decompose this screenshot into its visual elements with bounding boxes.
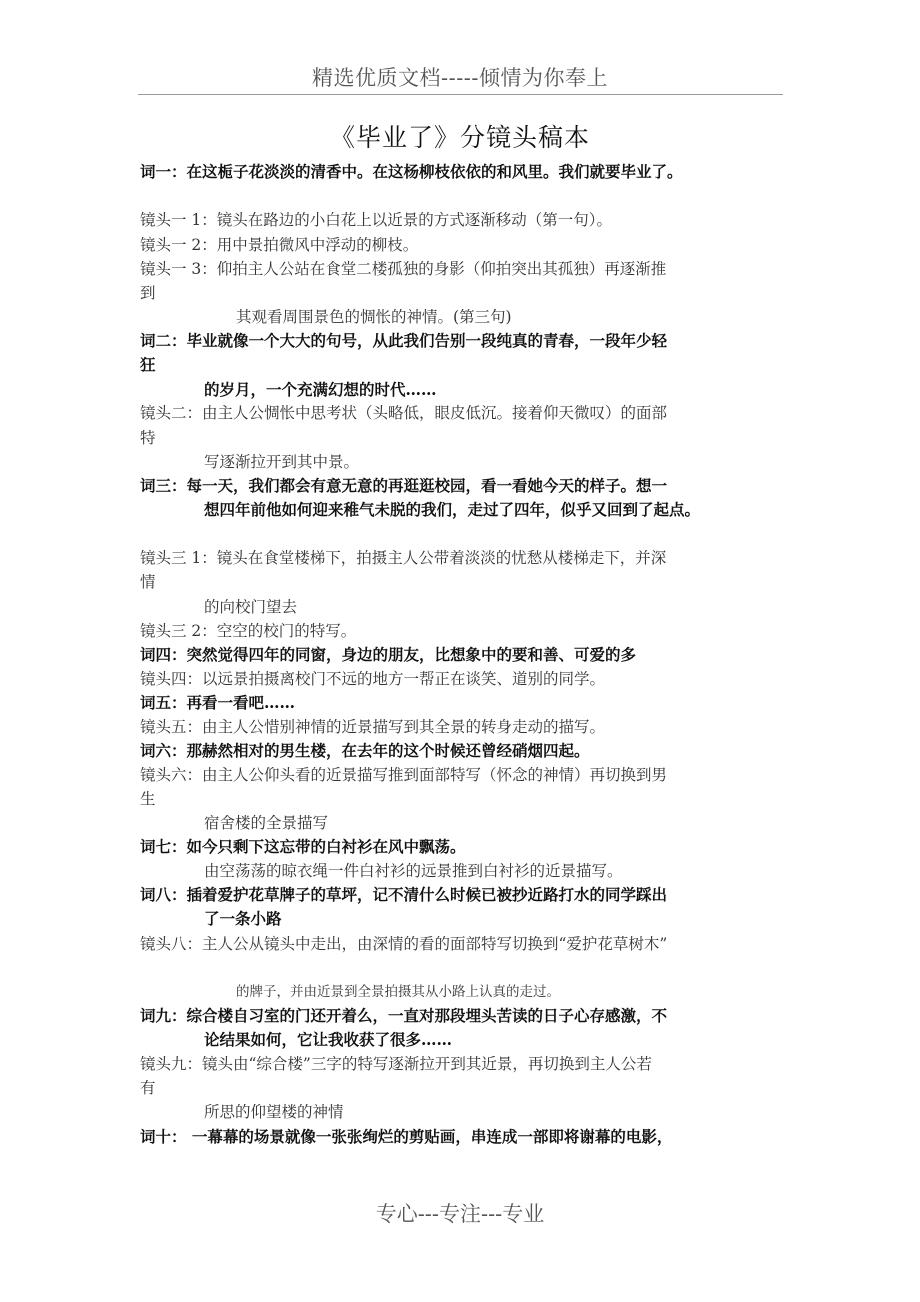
shot-line: 有 — [140, 1079, 156, 1097]
verse-line: 词六：那赫然相对的男生楼，在去年的这个时候还曾经硝烟四起。 — [140, 741, 590, 760]
verse-line: 词四：突然觉得四年的同窗，身边的朋友，比想象中的要和善、可爱的多 — [140, 645, 637, 664]
shot-line: 由空荡荡的晾衣绳一件白衬衫的远景推到白衬衫的近景描写。 — [204, 862, 623, 880]
verse-line: 论结果如何，它让我收获了很多…… — [204, 1030, 453, 1049]
shot-line: 镜头四：以远景拍摄离校门不远的地方一帮正在谈笑、道别的同学。 — [140, 670, 606, 688]
shot-line: 所思的仰望楼的神情 — [204, 1103, 344, 1121]
shot-line: 镜头二：由主人公惆怅中思考状（头略低，眼皮低沉。接着仰天微叹）的面部 — [140, 404, 668, 422]
shot-line: 到 — [140, 284, 156, 302]
verse-line: 词七：如今只剩下这忘带的白衬衫在风中飘荡。 — [140, 837, 466, 856]
shot-line: 镜头三 2：空空的校门的特写。 — [140, 622, 357, 640]
header-divider — [138, 94, 783, 95]
shot-line: 的向校门望去 — [204, 598, 298, 616]
shot-line: 的牌子，并由近景到全景拍摄其从小路上认真的走过。 — [236, 984, 560, 1000]
shot-line: 镜头一 2：用中景拍微风中浮动的柳枝。 — [140, 236, 419, 254]
shot-line: 写逐渐拉开到其中景。 — [204, 453, 360, 471]
shot-line: 特 — [140, 429, 156, 447]
verse-line: 词五：再看一看吧…… — [140, 693, 296, 712]
verse-line: 词十： 一幕幕的场景就像一张张绚烂的剪贴画，串连成一部即将谢幕的电影， — [140, 1127, 673, 1146]
verse-line: 词二：毕业就像一个大大的句号，从此我们告别一段纯真的青春，一段年少轻 — [140, 331, 668, 350]
shot-line: 镜头一 3：仰拍主人公站在食堂二楼孤独的身影（仰拍突出其孤独）再逐渐推 — [140, 260, 667, 278]
shot-line: 宿舍楼的全景描写 — [204, 814, 329, 832]
shot-line: 情 — [140, 573, 156, 591]
shot-line: 镜头九：镜头由“综合楼”三字的特写逐渐拉开到其近景，再切换到主人公若 — [140, 1055, 652, 1073]
verse-line: 的岁月，一个充满幻想的时代…… — [204, 380, 437, 399]
shot-line: 镜头三 1：镜头在食堂楼梯下，拍摄主人公带着淡淡的忧愁从楼梯走下，并深 — [140, 549, 667, 567]
shot-line: 镜头五：由主人公惜别神情的近景描写到其全景的转身走动的描写。 — [140, 718, 606, 736]
verse-line: 狂 — [140, 355, 156, 374]
shot-line: 镜头六：由主人公仰头看的近景描写推到面部特写（怀念的神情）再切换到男 — [140, 766, 668, 784]
verse-line: 词九：综合楼自习室的门还开着么，一直对那段埋头苦读的日子心存感激，不 — [140, 1006, 668, 1025]
verse-line: 想四年前他如何迎来稚气未脱的我们，走过了四年，似乎又回到了起点。 — [204, 500, 701, 519]
verse-line: 了一条小路 — [204, 909, 282, 928]
shot-line: 镜头一 1：镜头在路边的小白花上以近景的方式逐渐移动（第一句）。 — [140, 211, 613, 229]
page-footer: 专心---专注---专业 — [375, 1202, 545, 1226]
verse-line: 词一：在这栀子花淡淡的清香中。在这杨柳枝依依的和风里。我们就要毕业了。 — [140, 162, 683, 181]
shot-line: 生 — [140, 790, 156, 808]
shot-line: 镜头八：主人公从镜头中走出，由深情的看的面部特写切换到“爱护花草树木” — [140, 935, 668, 953]
shot-line: 其观看周围景色的惆怅的神情。(第三句) — [236, 308, 512, 326]
verse-line: 词八：插着爱护花草牌子的草坪，记不清什么时候已被抄近路打水的同学踩出 — [140, 885, 668, 904]
verse-line: 词三：每一天，我们都会有意无意的再逛逛校园，看一看她今天的样子。想一 — [140, 476, 668, 495]
page-title: 《毕业了》分镜头稿本 — [329, 123, 590, 152]
page-header: 精选优质文档-----倾情为你奉上 — [312, 66, 608, 90]
